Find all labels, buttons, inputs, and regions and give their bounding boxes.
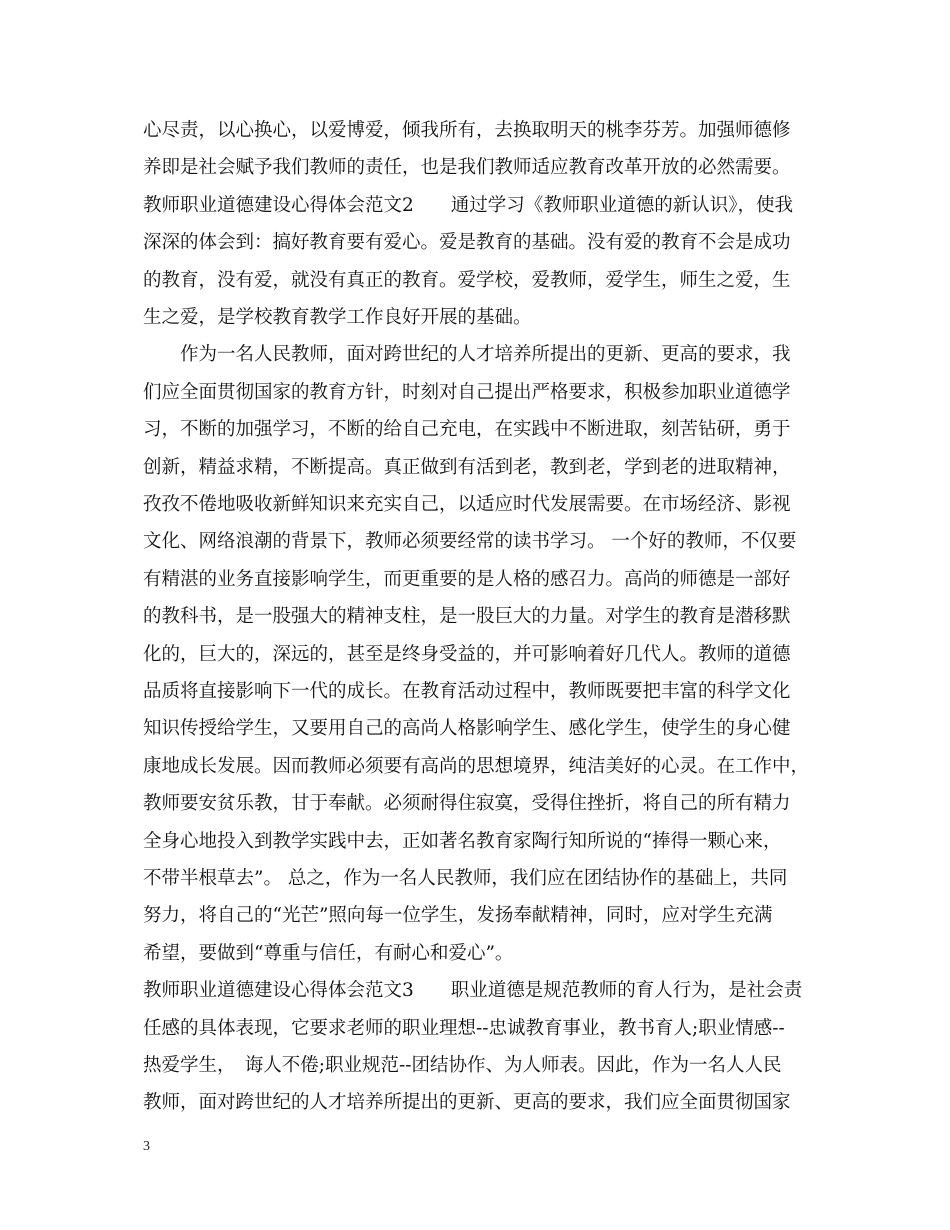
text-line: 们应全面贯彻国家的教育方针，时刻对自己提出严格要求，积极参加职业道德学 xyxy=(143,382,791,403)
text-line: 生之爱，是学校教育教学工作良好开展的基础。 xyxy=(143,307,532,328)
text-line: 教师职业道德建设心得体会范文3 职业道德是规范教师的育人行为，是社会责 xyxy=(143,980,803,1001)
text-line: 的教育，没有爱，就没有真正的教育。爱学校，爱教师，爱学生，师生之爱，生 xyxy=(143,270,791,291)
text-line: 努力，将自己的“光芒”照向每一位学生，发扬奉献精神，同时，应对学生充满 xyxy=(143,905,773,926)
text-line: 文化、网络浪潮的背景下，教师必须要经常的读书学习。 一个好的教师，不仅要 xyxy=(143,531,797,552)
text-line: 教师，面对跨世纪的人才培养所提出的更新、更高的要求，我们应全面贯彻国家 xyxy=(143,1092,791,1113)
text-line: 深深的体会到：搞好教育要有爱心。爱是教育的基础。没有爱的教育不会是成功 xyxy=(143,232,791,253)
text-line: 希望，要做到“尊重与信任，有耐心和爱心”。 xyxy=(143,943,514,964)
text-line: 教师要安贫乐教，甘于奉献。必须耐得住寂寞，受得住挫折，将自己的所有精力 xyxy=(143,793,791,814)
text-line: 心尽责，以心换心，以爱博爱，倾我所有，去换取明天的桃李芬芳。加强师德修 xyxy=(143,120,791,141)
page-number: 3 xyxy=(143,1139,150,1154)
text-line: 康地成长发展。因而教师必须要有高尚的思想境界，纯洁美好的心灵。在工作中， xyxy=(143,756,810,777)
text-line: 创新，精益求精，不断提高。真正做到有活到老，教到老，学到老的进取精神， xyxy=(143,457,791,478)
text-line: 作为一名人民教师，面对跨世纪的人才培养所提出的更新、更高的要求，我 xyxy=(143,344,791,365)
text-line: 任感的具体表现，它要求老师的职业理想--忠诚教育事业，教书育人;职业情感-- xyxy=(143,1018,785,1039)
text-line: 养即是社会赋予我们教师的责任，也是我们教师适应教育改革开放的必然需要。 xyxy=(143,157,791,178)
text-line: 品质将直接影响下一代的成长。在教育活动过程中，教师既要把丰富的科学文化 xyxy=(143,681,791,702)
text-line: 全身心地投入到教学实践中去，正如著名教育家陶行知所说的“捧得一颗心来， xyxy=(143,831,782,852)
text-line: 的教科书，是一股强大的精神支柱，是一股巨大的力量。对学生的教育是潜移默 xyxy=(143,606,791,627)
text-line: 习，不断的加强学习，不断的给自己充电，在实践中不断进取，刻苦钻研，勇于 xyxy=(143,419,791,440)
text-line: 热爱学生， 诲人不倦;职业规范--团结协作、为人师表。因此，作为一名人人民 xyxy=(143,1055,782,1076)
text-line: 孜孜不倦地吸收新鲜知识来充实自己，以适应时代发展需要。在市场经济、影视 xyxy=(143,494,791,515)
text-line: 有精湛的业务直接影响学生，而更重要的是人格的感召力。高尚的师德是一部好 xyxy=(143,569,791,590)
text-line: 教师职业道德建设心得体会范文2 通过学习《教师职业道德的新认识》，使我 xyxy=(143,195,794,216)
text-line: 化的，巨大的，深远的，甚至是终身受益的，并可影响着好几代人。教师的道德 xyxy=(143,644,791,665)
text-line: 不带半根草去”。 总之，作为一名人民教师，我们应在团结协作的基础上，共同 xyxy=(143,868,788,889)
text-line: 知识传授给学生，又要用自己的高尚人格影响学生、感化学生，使学生的身心健 xyxy=(143,718,791,739)
